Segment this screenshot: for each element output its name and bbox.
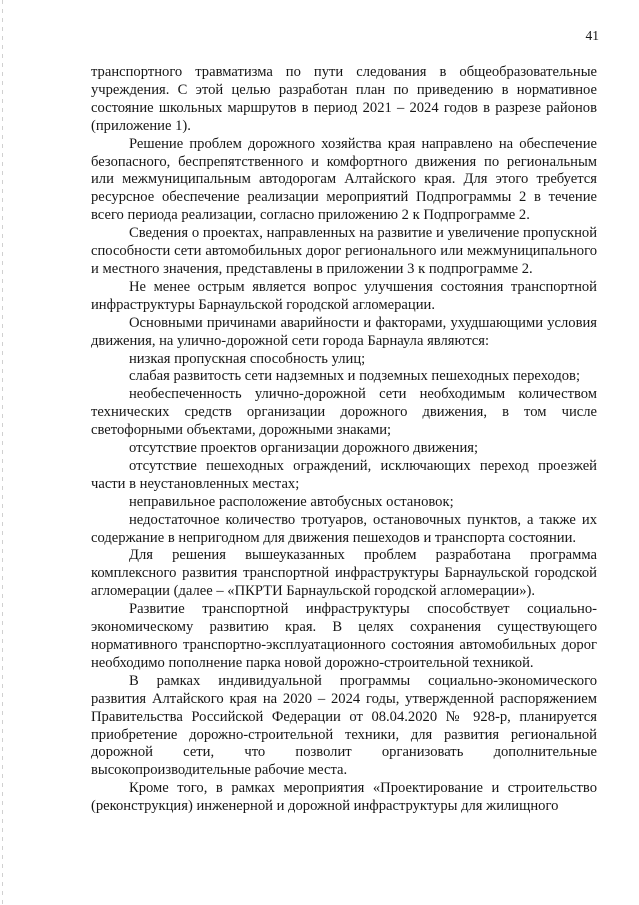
paragraph-2: Решение проблем дорожного хозяйства края направлено на обеспечение безопасного, беспрепятственного и комфортного движения по региональным или межмуниципальным автодорогам Алтайского края. Для этого требуется ресурсное обеспечение реализации мероприятий Подпрограммы 2 в течение всего периода реализации, согласно приложению 2 к Подпрограмме 2. — [91, 135, 597, 224]
paragraph-5: Основными причинами аварийности и факторами, ухудшающими условия движения, на улично-дорожной сети города Барнаула являются: — [91, 314, 597, 349]
list-item-7: недостаточное количество тротуаров, остановочных пунктов, а также их содержание в непригодном для движения пешеходов и транспорта состоянии. — [91, 511, 597, 546]
paragraph-7: Развитие транспортной инфраструктуры способствует социально-экономическому развитию края. В целях сохранения существующего нормативного транспортно-эксплуатационного состояния автомобильных дорог необходимо пополнение парка новой дорожно-строительной техникой. — [91, 601, 597, 671]
paragraph-6: Для решения вышеуказанных проблем разработана программа комплексного развития транспортной инфраструктуры Барнаульской городской агломерации (далее – «ПКРТИ Барнаульской городской агломерации»). — [91, 547, 597, 600]
document-body — [91, 64, 597, 816]
list-item-1: низкая пропускная способность улиц; — [129, 350, 366, 367]
list-item-5: отсутствие пешеходных ограждений, исключающих переход проезжей части в неустановленных местах; — [91, 457, 597, 492]
paragraph-3: Сведения о проектах, направленных на развитие и увеличение пропускной способности сети автомобильных дорог регионального или межмуниципального и местного значения, представлены в приложении 3 к подпрограмме 2. — [91, 225, 597, 277]
list-item-6: неправильное расположение автобусных остановок; — [129, 493, 454, 510]
page-number: 41 — [585, 28, 599, 43]
paragraph-4: Не менее острым является вопрос улучшения состояния транспортной инфраструктуры Барнаульской городской агломерации. — [91, 278, 597, 313]
paragraph-8: В рамках индивидуальной программы социально-экономического развития Алтайского края на 2020 – 2024 годы, утвержденной распоряжением Правительства Российской Федерации от 08.04.2020 № 928-р, планируется приобретение дорожно-строительной техники, для развития региональной дорожной сети, что позволит организовать дополнительные высокопроизводительные рабочие места. — [91, 672, 597, 779]
paragraph-9: Кроме того, в рамках мероприятия «Проектирование и строительство (реконструкция) инженерной и дорожной инфраструктуры для жилищного — [91, 780, 597, 815]
list-item-2: слабая развитость сети надземных и подземных пешеходных переходов; — [129, 368, 580, 385]
page-edge — [2, 0, 3, 905]
list-item-4: отсутствие проектов организации дорожного движения; — [129, 440, 479, 457]
paragraph-1: транспортного травматизма по пути следования в общеобразовательные учреждения. С этой целью разработан план по приведению в нормативное состояние школьных маршрутов в период 2021 – 2024 годов в разрезе районов (приложение 1). — [91, 64, 597, 134]
list-item-3: необеспеченность улично-дорожной сети необходимым количеством технических средств организации дорожного движения, в том числе светофорными объектами, дорожными знаками; — [91, 386, 597, 439]
